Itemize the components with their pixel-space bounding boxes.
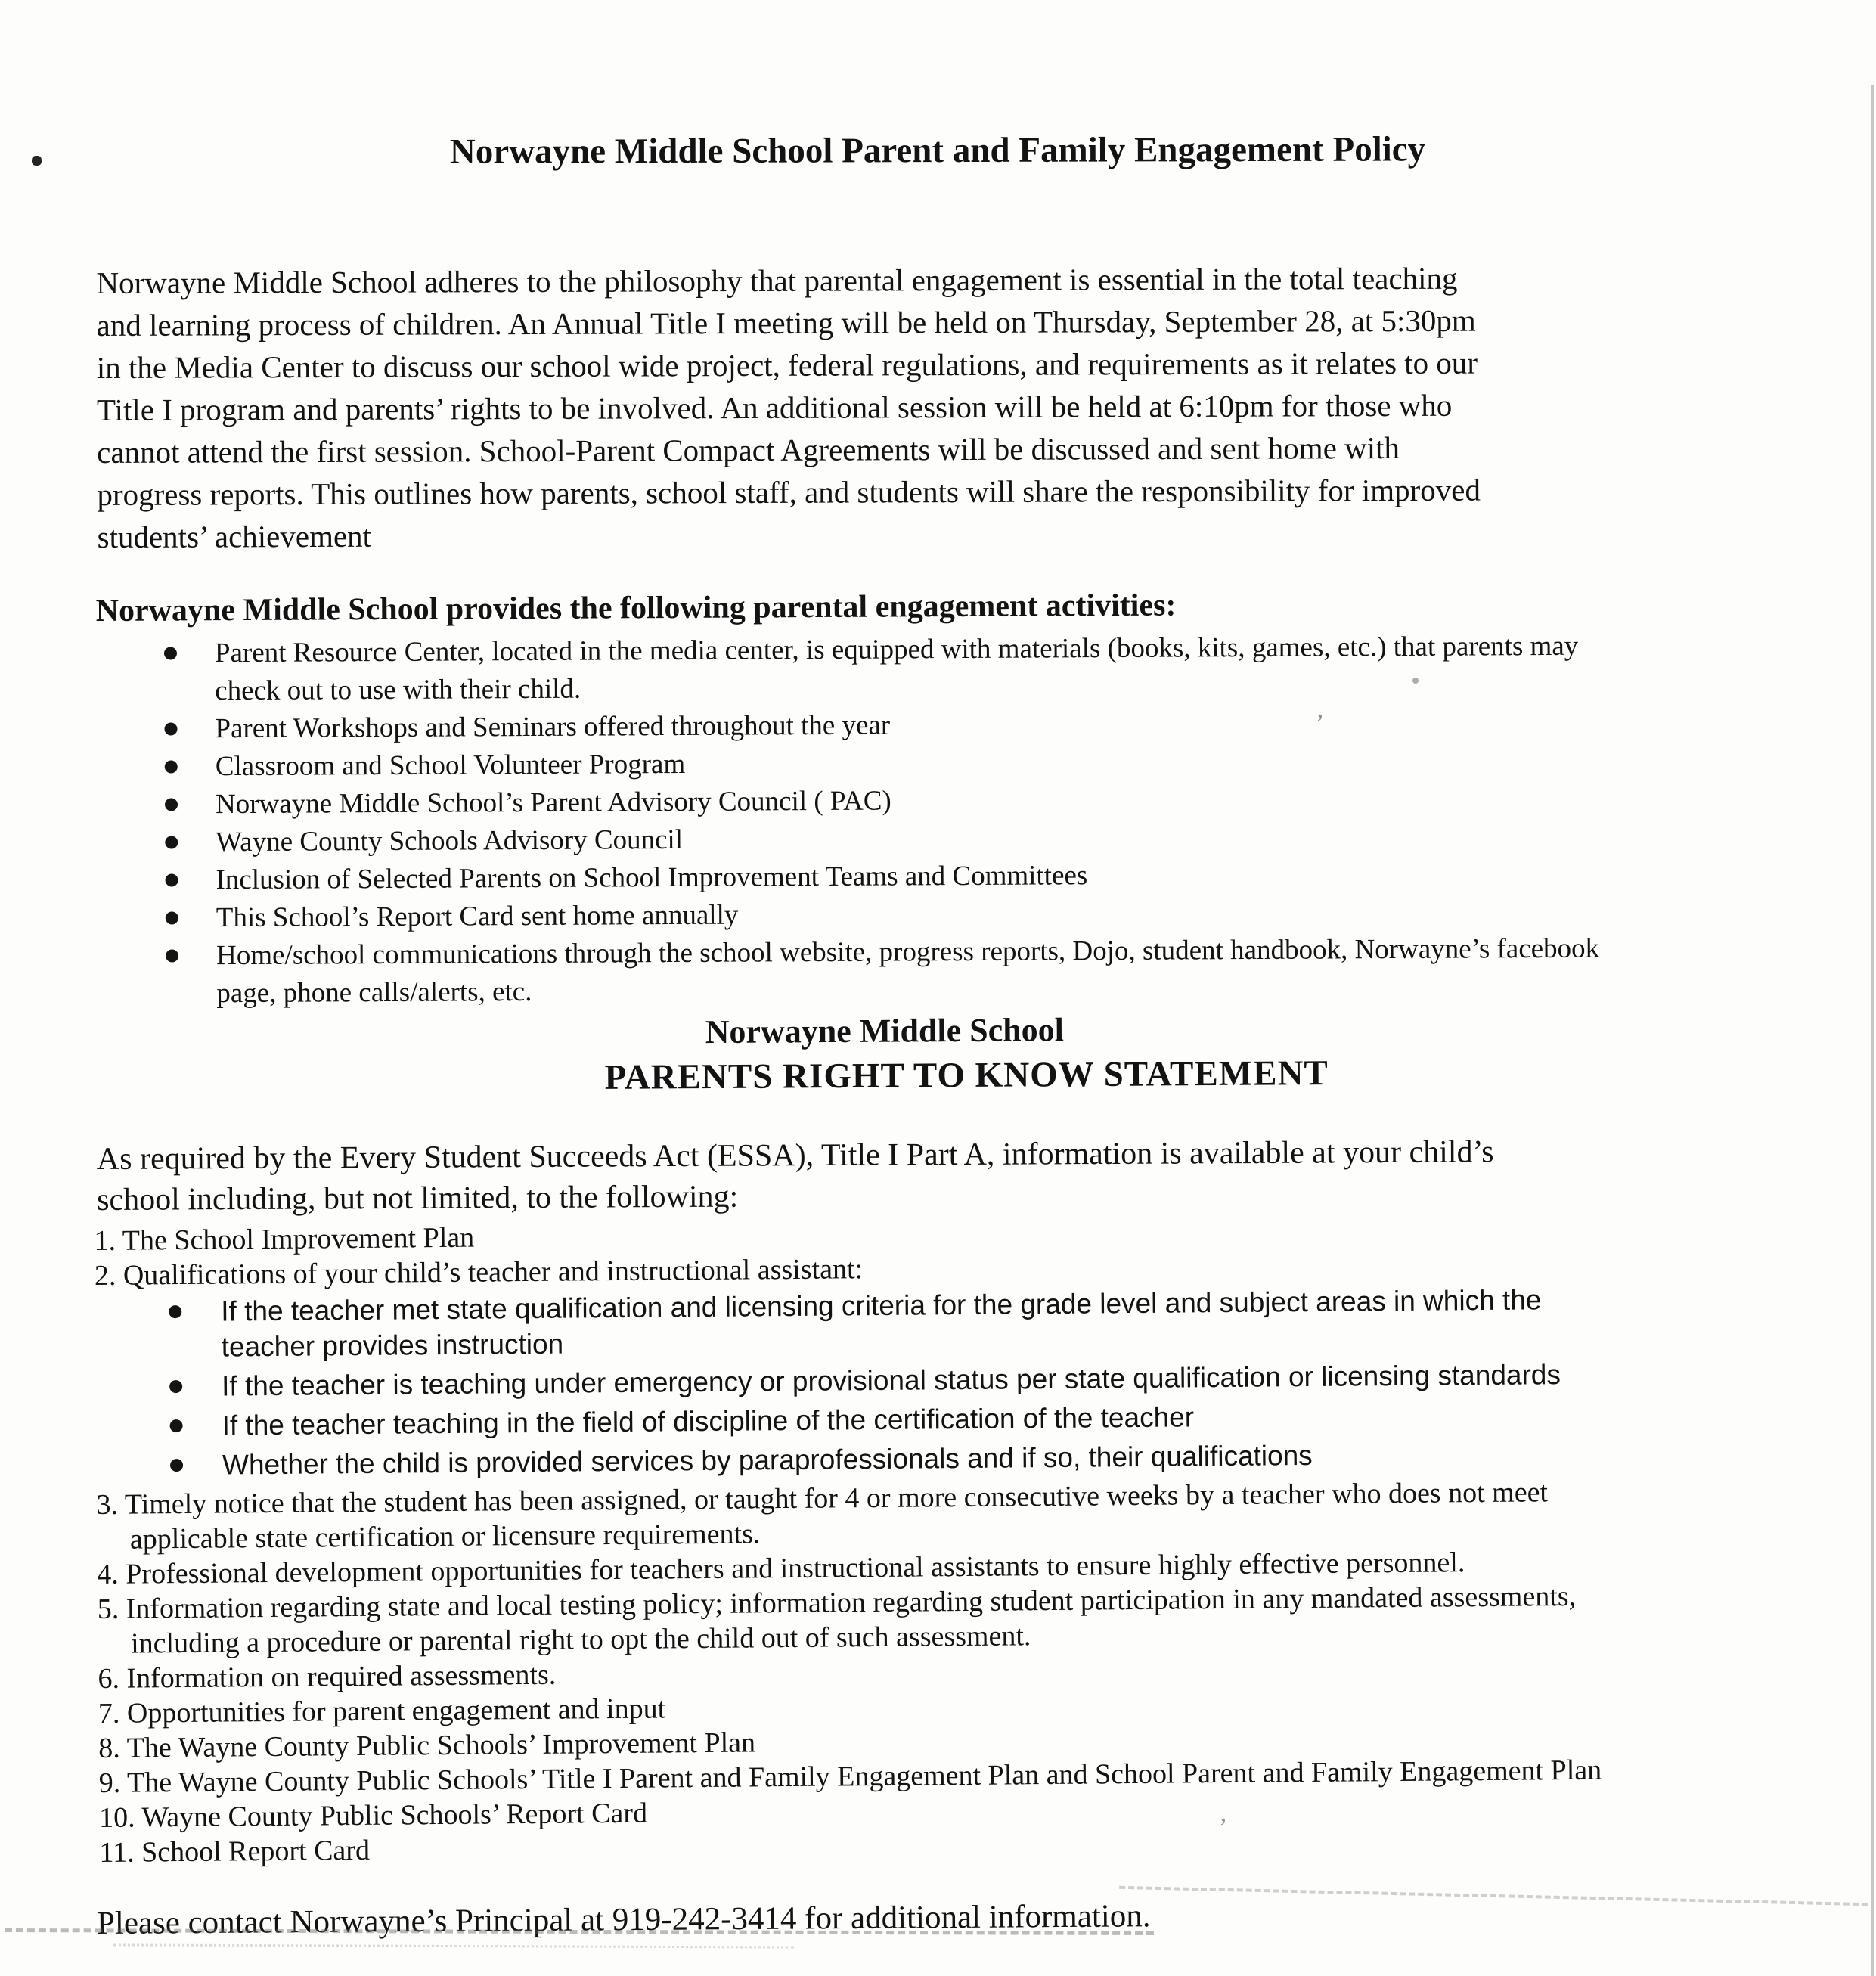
activities-section (96, 581, 1837, 1013)
intro-line: and learning process of children. An Annual Title I meeting will be held on Thursday, September 28, at 5:30pm (96, 302, 1476, 343)
activities-list (96, 626, 1837, 1013)
page-title: Norwayne Middle School Parent and Family Engagement Policy (449, 129, 1426, 172)
item-text: The Wayne County Public Schools’ Title I Parent and Family Engagement Plan and School Parent and Family Engagement Plan (126, 1754, 1602, 1799)
activity-line: page, phone calls/alerts, etc. (216, 976, 532, 1010)
item-number: 4. (97, 1558, 119, 1590)
bullet-icon (164, 647, 177, 659)
bullet-icon (165, 836, 178, 848)
activity-line: Parent Resource Center, located in the media center, is equipped with materials (books, kits, games, etc.) that parents may (214, 630, 1579, 669)
item-number: 6. (98, 1662, 120, 1695)
item-text: School Report Card (141, 1834, 371, 1869)
item-text: Information on required assessments. (126, 1658, 557, 1695)
item-text-continuation: including a procedure or parental right to opt the child out of such assessment. (130, 1620, 1031, 1660)
contact-line: Please contact Norwayne’s Principal at 919-242-3414 for additional information. (96, 1898, 1151, 1941)
activity-line: check out to use with their child. (215, 673, 581, 707)
bullet-icon (170, 1419, 183, 1432)
scan-noise-line (113, 1943, 794, 1948)
intro-line: students’ achievement (97, 518, 372, 554)
sub-bullet-line: If the teacher is teaching under emergency or provisional status per state qualification or licensing standards (221, 1359, 1561, 1402)
activity-item (96, 626, 1835, 711)
bullet-icon (169, 1380, 182, 1393)
intro-line: progress reports. This outlines how parents, school staff, and students will share the responsibility for improved (97, 472, 1481, 512)
item-text: The School Improvement Plan (122, 1221, 475, 1257)
essa-line: As required by the Every Student Succeeds Act (ESSA), Title I Part A, information is available at your child’s (96, 1134, 1494, 1177)
bullet-icon (166, 949, 178, 962)
bullet-icon (164, 722, 177, 735)
bullet-icon (166, 873, 178, 886)
intro-line: in the Media Center to discuss our school wide project, federal regulations, and requirements as it relates to our (96, 345, 1478, 386)
scan-edge-line (1871, 85, 1874, 1976)
qualification-sub-list (95, 1280, 1835, 1484)
essa-line: school including, but not limited, to the following: (97, 1179, 739, 1218)
item-number: 7. (98, 1697, 120, 1729)
item-number: 1. (94, 1224, 116, 1258)
activity-line: This School’s Report Card sent home annually (216, 899, 739, 934)
activity-line: Wayne County Schools Advisory Council (216, 824, 684, 858)
item-number: 5. (97, 1593, 119, 1625)
item-number: 2. (94, 1259, 116, 1292)
intro-line: Norwayne Middle School adheres to the philosophy that parental engagement is essential in the total teaching (96, 260, 1458, 301)
activities-heading: Norwayne Middle School provides the following parental engagement activities: (95, 588, 1177, 629)
activity-line: Norwayne Middle School’s Parent Advisory Council ( PAC) (215, 785, 891, 820)
sub-bullet-line: teacher provides instruction (221, 1328, 564, 1363)
item-text: Qualifications of your child’s teacher and instructional assistant: (122, 1253, 864, 1292)
statement-heading-title: PARENTS RIGHT TO KNOW STATEMENT (604, 1053, 1329, 1097)
item-text: Timely notice that the student has been assigned, or taught for 4 or more consecutive weeks by a teacher who does not meet (124, 1476, 1549, 1521)
intro-line: cannot attend the first session. School-Parent Compact Agreements will be discussed and sent home with (97, 430, 1400, 470)
item-text: Wayne County Public Schools’ Report Card (141, 1797, 648, 1834)
activity-line: Home/school communications through the school website, progress reports, Dojo, student handbook, Norwayne’s facebook (216, 932, 1600, 972)
intro-paragraph (96, 256, 1836, 558)
document-content (94, 0, 1836, 1944)
item-text: Professional development opportunities for teachers and instructional assistants to ensure highly effective personnel. (126, 1546, 1465, 1590)
bullet-icon (165, 760, 178, 773)
statement-heading-school: Norwayne Middle School (705, 1011, 1065, 1051)
sub-bullet-line: If the teacher met state qualification and licensing criteria for the grade level and subject areas in which the (221, 1284, 1542, 1327)
item-text: The Wayne County Public Schools’ Improvement Plan (126, 1726, 756, 1764)
numbered-list (94, 1208, 1838, 1870)
activity-item (98, 929, 1837, 1013)
sub-bullet-line: Whether the child is provided services by paraprofessionals and if so, their qualifications (222, 1439, 1313, 1481)
item-number: 9. (98, 1767, 121, 1799)
bullet-icon (169, 1305, 181, 1318)
statement-heading (97, 1004, 1837, 1104)
essa-paragraph (97, 1130, 1837, 1221)
scan-artifact-dot (32, 156, 42, 166)
intro-line: Title I program and parents’ rights to be involved. An additional session will be held at 6:10pm for those who (96, 387, 1453, 427)
item-number: 3. (96, 1488, 119, 1522)
item-number: 8. (98, 1732, 121, 1764)
sub-bullet-item (95, 1280, 1834, 1366)
bullet-icon (165, 798, 178, 811)
sub-bullet-line: If the teacher teaching in the field of discipline of the certification of the teacher (222, 1401, 1195, 1441)
item-text: Opportunities for parent engagement and input (126, 1692, 666, 1729)
item-number: 11. (99, 1836, 135, 1869)
scan-artifact-mark: ’ (1316, 709, 1325, 737)
activity-line: Inclusion of Selected Parents on School Improvement Teams and Committees (216, 860, 1088, 896)
activity-line: Classroom and School Volunteer Program (215, 748, 686, 783)
item-number: 10. (98, 1801, 135, 1834)
scan-artifact-dot (1412, 678, 1419, 684)
activity-line: Parent Workshops and Seminars offered throughout the year (215, 709, 891, 745)
scan-artifact-mark: ’ (1219, 1813, 1228, 1841)
bullet-icon (166, 911, 178, 924)
bullet-icon (170, 1459, 183, 1472)
item-text-continuation: applicable state certification or licensure requirements. (129, 1518, 761, 1556)
item-text: Information regarding state and local testing policy; information regarding student participation in any mandated assessments, (126, 1580, 1577, 1625)
